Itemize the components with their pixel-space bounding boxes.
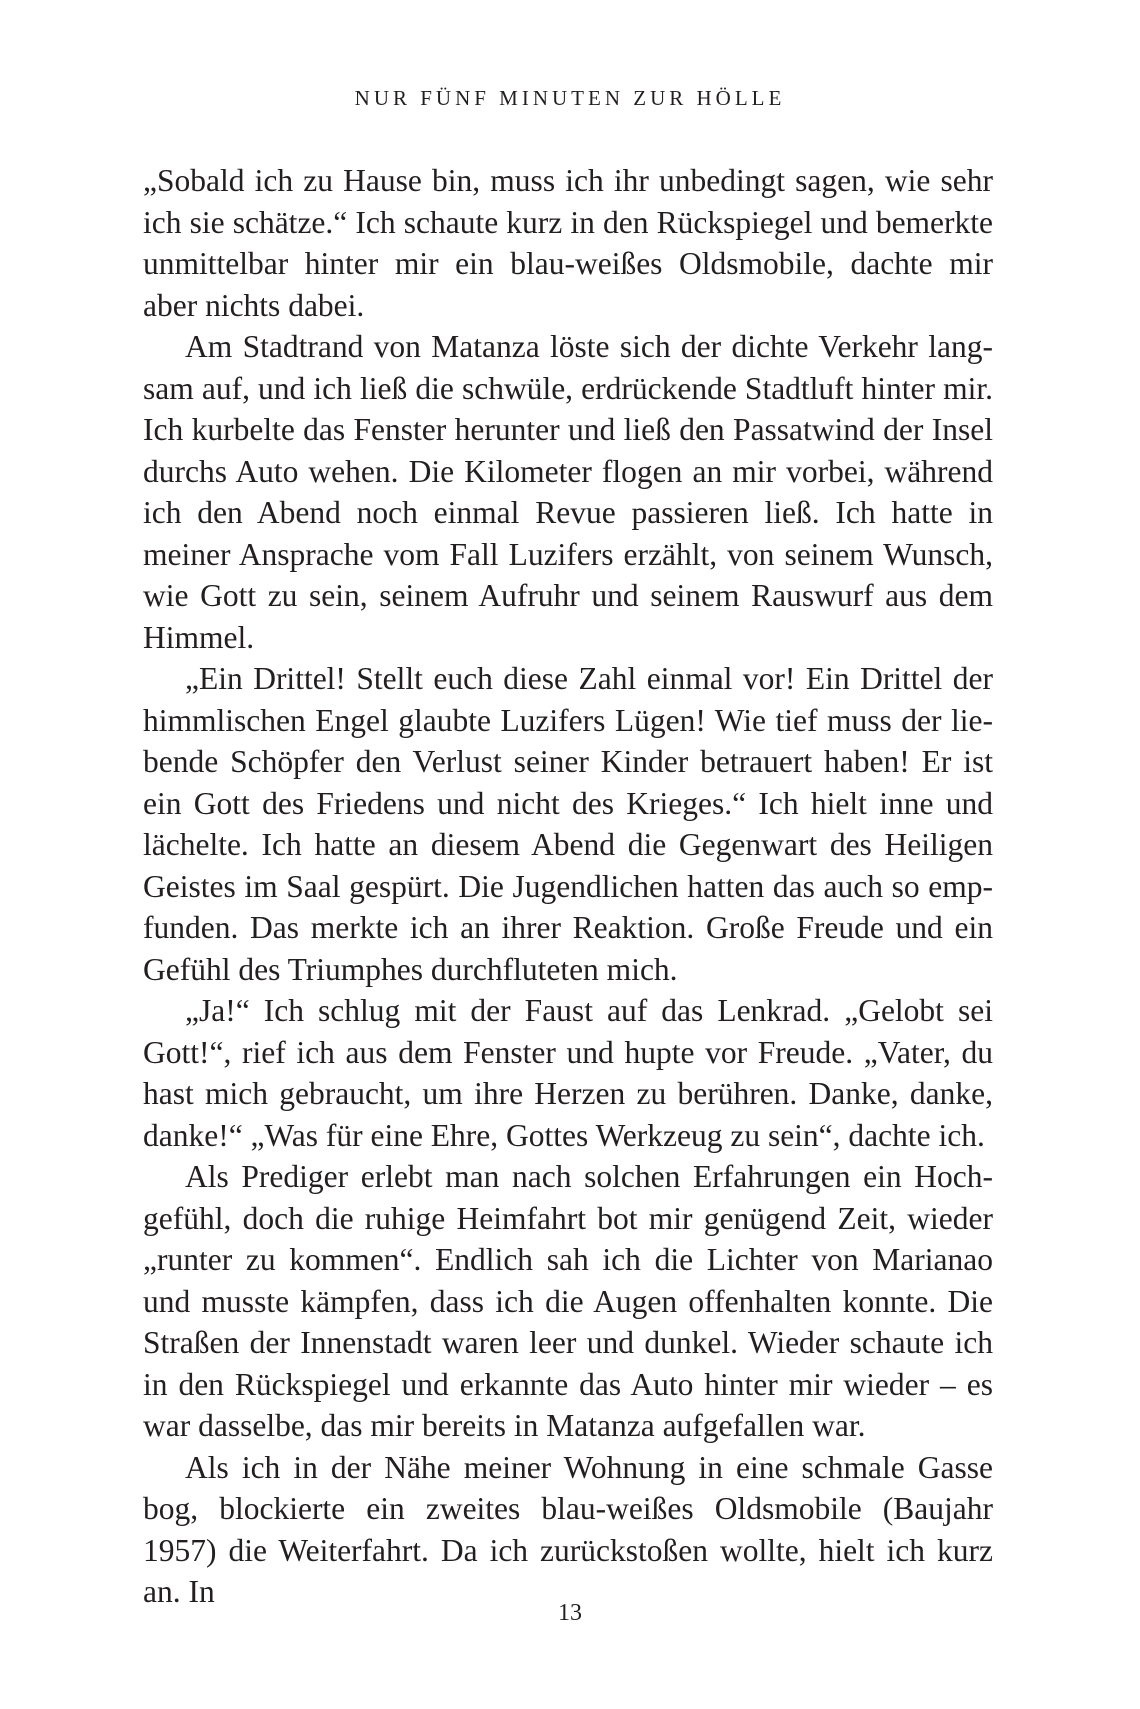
paragraph-6: Als ich in der Nähe meiner Wohnung in eine schmale Gasse bog, blockierte ein zweites blau-weißes Oldsmobile (Baujahr 1957) die Weiterfahrt. Da ich zurückstoßen wollte, hielt ich kurz an. In	[143, 1449, 993, 1609]
paragraph-1: „Sobald ich zu Hause bin, muss ich ihr unbedingt sagen, wie sehr ich sie schätze.“ Ich schaute kurz in den Rückspiegel und bemerkte unmittelbar hinter mir ein blau-weißes Oldsmobile, dachte mir aber nichts dabei.	[143, 163, 993, 323]
body-text	[143, 160, 993, 1613]
running-head: NUR FÜNF MINUTEN ZUR HÖLLE	[354, 86, 786, 110]
paragraph-2: Am Stadtrand von Matanza löste sich der dichte Verkehr langsam auf, und ich ließ die schwüle, erdrückende Stadtluft hinter mir. Ich kurbelte das Fenster herunter und ließ den Passatwind der Insel durchs Auto wehen. Die Kilometer flogen an mir vorbei, während ich den Abend noch einmal Revue passieren ließ. Ich hatte in meiner Ansprache vom Fall Luzifers erzählt, von seinem Wunsch, wie Gott zu sein, seinem Aufruhr und seinem Rauswurf aus dem Himmel.	[143, 329, 993, 655]
paragraph-5: Als Prediger erlebt man nach solchen Erfahrungen ein Hochgefühl, doch die ruhige Heimfahrt bot mir genügend Zeit, wieder „runter zu kommen“. Endlich sah ich die Lichter von Marianao und musste kämpfen, dass ich die Augen offenhalten konnte. Die Straßen der Innenstadt waren leer und dunkel. Wieder schaute ich in den Rückspiegel und erkannte das Auto hinter mir wieder – es war dasselbe, das mir bereits in Matanza aufgefallen war.	[143, 1159, 993, 1443]
paragraph-4: „Ja!“ Ich schlug mit der Faust auf das Lenkrad. „Gelobt sei Gott!“, rief ich aus dem Fenster und hupte vor Freude. „Vater, du hast mich gebraucht, um ihre Herzen zu berühren. Danke, danke, danke!“ „Was für eine Ehre, Gottes Werkzeug zu sein“, dachte ich.	[143, 993, 993, 1153]
paragraph-3: „Ein Drittel! Stellt euch diese Zahl einmal vor! Ein Drittel der himmlischen Engel glaubte Luzifers Lügen! Wie tief muss der liebende Schöpfer den Verlust seiner Kinder betrauert haben! Er ist ein Gott des Friedens und nicht des Krieges.“ Ich hielt inne und lächelte. Ich hatte an diesem Abend die Gegenwart des Heiligen Geistes im Saal gespürt. Die Jugendlichen hatten das auch so empfunden. Das merkte ich an ihrer Reaktion. Große Freude und ein Gefühl des Triumphes durchfluteten mich.	[143, 661, 993, 987]
page-number: 13	[558, 1600, 582, 1626]
